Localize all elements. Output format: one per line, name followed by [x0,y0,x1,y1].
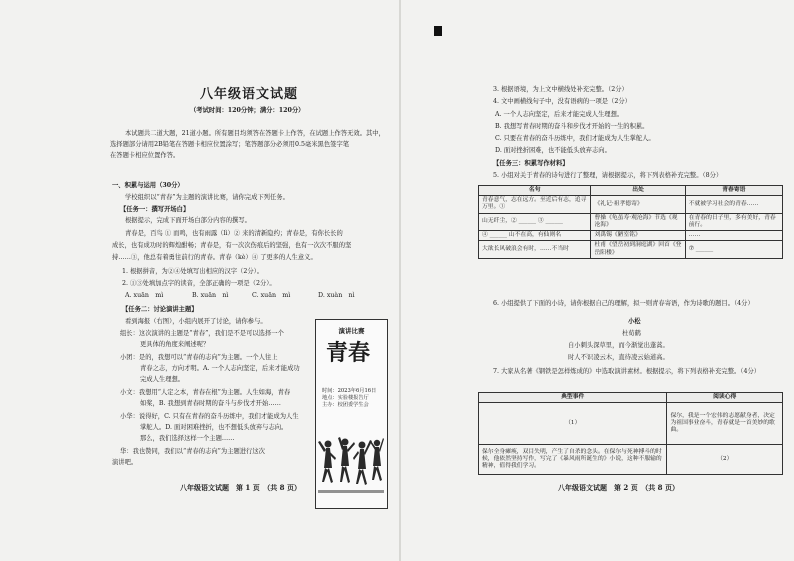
poster-big-text: 青春 [326,340,371,366]
task3-label: 【任务三：积累写作材料】 [493,160,569,167]
page-footer: 八年级语文试题 第 1 页 （共 8 页） [180,483,301,492]
dancing-figures-illustration [318,430,384,502]
question-7: 7. 大家从名著《钢铁是怎样炼成的》中选取演讲素材。根据提示，将下列表格补充完整。（4分） [493,368,761,375]
table-cell: 在青春的日子里，多有美好，青春前行。 [685,213,782,230]
poem-line: 自小刺头深草里，而今渐觉出蓬蒿。 [568,342,669,349]
poster-info [322,388,376,409]
passage-line: 持……③，他总有着勇往前行的青春。青春（kè）④ 了更多的人生意义。 [112,254,317,261]
speaker: 组长： [120,330,139,337]
exam-info: （考试时间：120分钟；满分：120分） [190,107,305,114]
q2-option-b: B. xuān nì [192,292,229,299]
speaker: 小文： [120,389,139,396]
table-cell: 曹操《龟虽寿·观沧海》节选《观沧海》 [591,213,685,230]
instruction-line-3: 在答题卡相应位置作答。 [110,152,180,159]
table-row [479,445,783,475]
q2-option-c: C. xuān mì [252,292,291,299]
dialog-line: 我也赞同，我们以“青春的志向”为主题进行这次 [132,448,265,455]
dialog-line: 演讲吧。 [112,459,138,466]
section-heading: 一、积累与运用（30分） [112,182,184,189]
poem-author: 杜荀鹤 [622,330,641,337]
table-row [479,196,783,213]
question-2: 2. ①③处填加点字的读音，全部正确的一项是（2分）。 [122,280,276,287]
speech-contest-poster [315,319,388,509]
dialog-line: 如桨，B. 我想到青春时期的奋斗与步伐才开始…… [140,400,281,407]
q4-option-d: D. 面对挫折困难，也不能低头放弃志向。 [495,147,611,154]
question-5: 5. 小组对关于青春的诗句进行了整理，请根据提示，将下列表格补充完整。（8分） [493,172,723,179]
speaker: 小团： [120,354,139,361]
poster-organizer: 主办：校团委学生会 [322,402,369,409]
dialog-line: 掌舵人。D. 面对困难挫折，也不想低头放弃与志向。 [140,424,288,431]
page-footer: 八年级语文试题 第 2 页 （共 8 页） [558,483,679,492]
q4-option-c: C. 只要在青春的奋斗历练中，我们才能成为人生掌舵人。 [495,135,655,142]
dialog-line: 是的，我想可以“青春的志向”为主题。一个人往上 [138,354,278,361]
speaker: 华： [120,448,133,455]
table-cell: 保尔全身瘫痪，双目失明，产生了自杀的念头。在保尔与死神搏斗的时候，他依然坚持写作，写完了《暴风雨所诞生的》小说，这种不服输的精神，值得我们学习。 [479,445,667,475]
table-header: 阅读心得 [667,393,783,403]
dialog-line: 说得好，C. 只有在青春的奋斗历练中，我们才能成为人生 [138,413,299,420]
dialog-line: 更具体的角度来阐述呢？ [140,341,210,348]
dialog-line: 青春之志，方向才明。A. 一个人志向坚定，后来才能成功 [140,365,300,372]
passage-line: 成长，也有成功时的辉煌酣畅；青春是，有一次次伤痕后的坚强，也有一次次不服的坚 [112,242,352,249]
q4-option-b: B. 我想写青春时期的奋斗和步伐才开始的一生的积累。 [495,123,649,130]
right-page [400,0,794,561]
task1-label: 【任务一：撰写开场白】 [120,206,190,213]
dialog-line: 我想用“人定之本，青春在根”为主题。人生如海，青春 [138,389,291,396]
dialog-line: 这次演讲的主题是“青春”，我们是不是可以选择一个 [138,330,284,337]
question-6: 6. 小组提供了下面的小诗，请你根据自己的理解，拟一则青春寄语，作为诗歌的题目。（4分） [493,300,754,307]
dialog-line: 那么，我们选择这样一个主题…… [140,435,235,442]
exam-title: 八年级语文试题 [200,87,299,102]
answer-blank-2: （2） [667,445,783,475]
passage-line: 青春是，百鸟 ① 而鸣，也有雨露（lì）② 来的清新隐约；青春是，有你长长的 [125,230,343,237]
poem-title: 小松 [628,318,641,325]
answer-blank-1: （1） [479,403,667,445]
instruction-line-2: 选择题部分请用2B铅笔在答题卡相应位置涂写；笔答题部分必须用0.5毫米黑色签字笔 [110,141,350,148]
question-3: 3. 根据语境，为上文中横线处补充完整。（2分） [493,86,628,93]
table-cell: 青春意气，志在远方。至近后有志，追寻万里。① [479,196,591,213]
q2-option-a: A. xuān mì [125,292,164,299]
dialog-line: 完成人生理想。 [140,376,185,383]
instruction-line-1: 本试题共二道大题，21道小题。所有题目均须答在答题卡上作答，在试题上作答无效。其中， [125,130,385,137]
table-cell: 杜甫《望岳初到洞庭湖》回首《登岳阳楼》 [591,241,685,258]
poster-time: 时间：2023年6月16日 [322,388,377,394]
table-header: 青春寄语 [685,186,782,196]
table-row [479,213,783,230]
table-row [479,241,783,258]
poem-line: 时人不识凌云木，直待凌云始道高。 [568,354,669,361]
table-header: 典型事件 [479,393,667,403]
table-row [479,403,783,445]
table-header: 名句 [479,186,591,196]
table-cell: 《礼记·祖孝德寄》 [591,196,685,213]
table-cell: …… [685,231,782,241]
question-1: 1. 根据拼音，为②④处填写出相应的汉字（2分）。 [122,268,264,275]
table-cell: ④ ______ 山不在高，有仙则名 [479,231,591,241]
table-cell: 山无纤尘，② ______ ③ ______ [479,213,591,230]
table-cell: 保尔，我是一个宏伟的志愿献身者，决定为祖国事业奋斗，青春就是一首美妙的歌曲。 [667,403,783,445]
table-cell: 大欲长风破浪会有时，……不当时 [479,241,591,258]
table-cell: 不就被学习社会的青春…… [685,196,782,213]
table-header: 出处 [591,186,685,196]
task-intro: 学校组织以“青春”为主题的演讲比赛，请你完成下列任务。 [125,194,289,201]
table-row [479,231,783,241]
poster-place: 地点：实验楼报告厅 [322,395,369,402]
question-4: 4. 文中画横线句子中，没有语病的一项是（2分） [493,98,631,105]
table-cell: 刘禹锡《陋室铭》 [591,231,685,241]
speaker: 小华： [120,413,139,420]
table-cell: ⑦ ______ [685,241,782,258]
task2-text: 看到海报（右图），小组内展开了讨论，请你参与。 [125,318,267,325]
q4-option-a: A. 一个人志向坚定，后来才能完成人生理想。 [495,111,624,118]
poster-heading: 演讲比赛 [338,327,365,335]
poem-quote-table [478,185,783,259]
task1-text: 根据提示，完成下面开场白部分内容的撰写。 [125,217,251,224]
task2-label: 【任务二：讨论演讲主题】 [122,306,198,313]
novel-reading-table [478,392,783,475]
q2-option-d: D. xuàn nì [318,292,355,299]
